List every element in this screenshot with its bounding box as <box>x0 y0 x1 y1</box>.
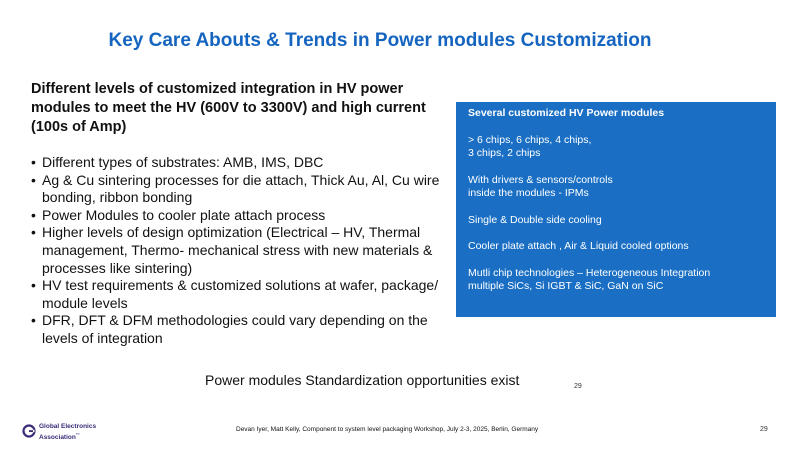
footer <box>0 423 800 443</box>
box-line: inside the modules - IPMs <box>468 187 589 199</box>
box-line: Single & Double side cooling <box>468 213 602 226</box>
bullet-dot-icon: • <box>31 224 36 241</box>
bullet-item <box>31 154 451 172</box>
bullet-dot-icon: • <box>31 277 36 294</box>
box-line: > 6 chips, 6 chips, 4 chips, <box>468 133 592 146</box>
side-page-number: 29 <box>574 383 582 390</box>
bullet-dot-icon: • <box>31 171 36 188</box>
bullet-item <box>31 207 451 225</box>
bullet-text: DFR, DFT & DFM methodologies could vary depending on the levels of integration <box>42 312 428 346</box>
bullet-text: Power Modules to cooler plate attach process <box>42 206 326 223</box>
bullet-dot-icon: • <box>31 312 36 329</box>
logo-line1: Global Electronics <box>39 423 97 430</box>
box-group <box>468 214 776 228</box>
bullet-item <box>31 312 451 347</box>
box-group <box>468 240 776 254</box>
gea-logo-text <box>39 423 96 441</box>
box-line: multiple SiCs, Si IGBT & SiC, GaN on SiC <box>468 280 664 292</box>
box-line: Mutli chip technologies – Heterogeneous Integration <box>468 266 711 279</box>
bullet-item <box>31 277 451 312</box>
standardization-callout: Power modules Standardization opportunities exist <box>205 372 520 388</box>
box-group <box>468 134 776 161</box>
bullet-dot-icon: • <box>31 206 36 223</box>
page-number: 29 <box>760 426 768 433</box>
hv-modules-callout-box <box>456 102 776 317</box>
bullet-text: Ag & Cu sintering processes for die attach, Thick Au, Al, Cu wire bonding, ribbon bonding <box>42 171 440 206</box>
bullet-item <box>31 172 451 207</box>
box-line: Cooler plate attach , Air & Liquid cooled options <box>468 240 689 252</box>
gea-logo-mark-icon <box>22 424 36 438</box>
intro-paragraph: Different levels of customized integration in HV power modules to meet the HV (600V to 3300V) and high current (100s of Amp) <box>31 81 426 135</box>
box-line: With drivers & sensors/controls <box>468 173 613 186</box>
box-group <box>468 174 776 201</box>
bullet-list <box>31 154 451 348</box>
bullet-text: Higher levels of design optimization (Electrical – HV, Thermal management, Thermo- mechanical stress with new materials & processes like sintering) <box>42 224 433 276</box>
logo-line2: Association <box>39 433 76 441</box>
slide-title: Key Care Abouts & Trends in Power modules Customization <box>108 30 652 51</box>
bullet-text: Different types of substrates: AMB, IMS, DBC <box>42 154 324 170</box>
bullet-dot-icon: • <box>31 154 36 170</box>
logo-tm: ™ <box>75 431 80 437</box>
logo-line2-wrap <box>39 431 96 442</box>
box-title: Several customized HV Power modules <box>468 107 665 119</box>
bullet-text: HV test requirements & customized solutions at wafer, package/ module levels <box>42 277 439 311</box>
gea-logo <box>22 423 132 443</box>
box-group <box>468 267 776 294</box>
box-line: 3 chips, 2 chips <box>468 147 541 159</box>
bullet-item <box>31 224 451 277</box>
footer-credit: Devan Iyer, Matt Kelly, Component to system level packaging Workshop, July 2-3, 2025, Berlin, Germany <box>236 426 539 433</box>
